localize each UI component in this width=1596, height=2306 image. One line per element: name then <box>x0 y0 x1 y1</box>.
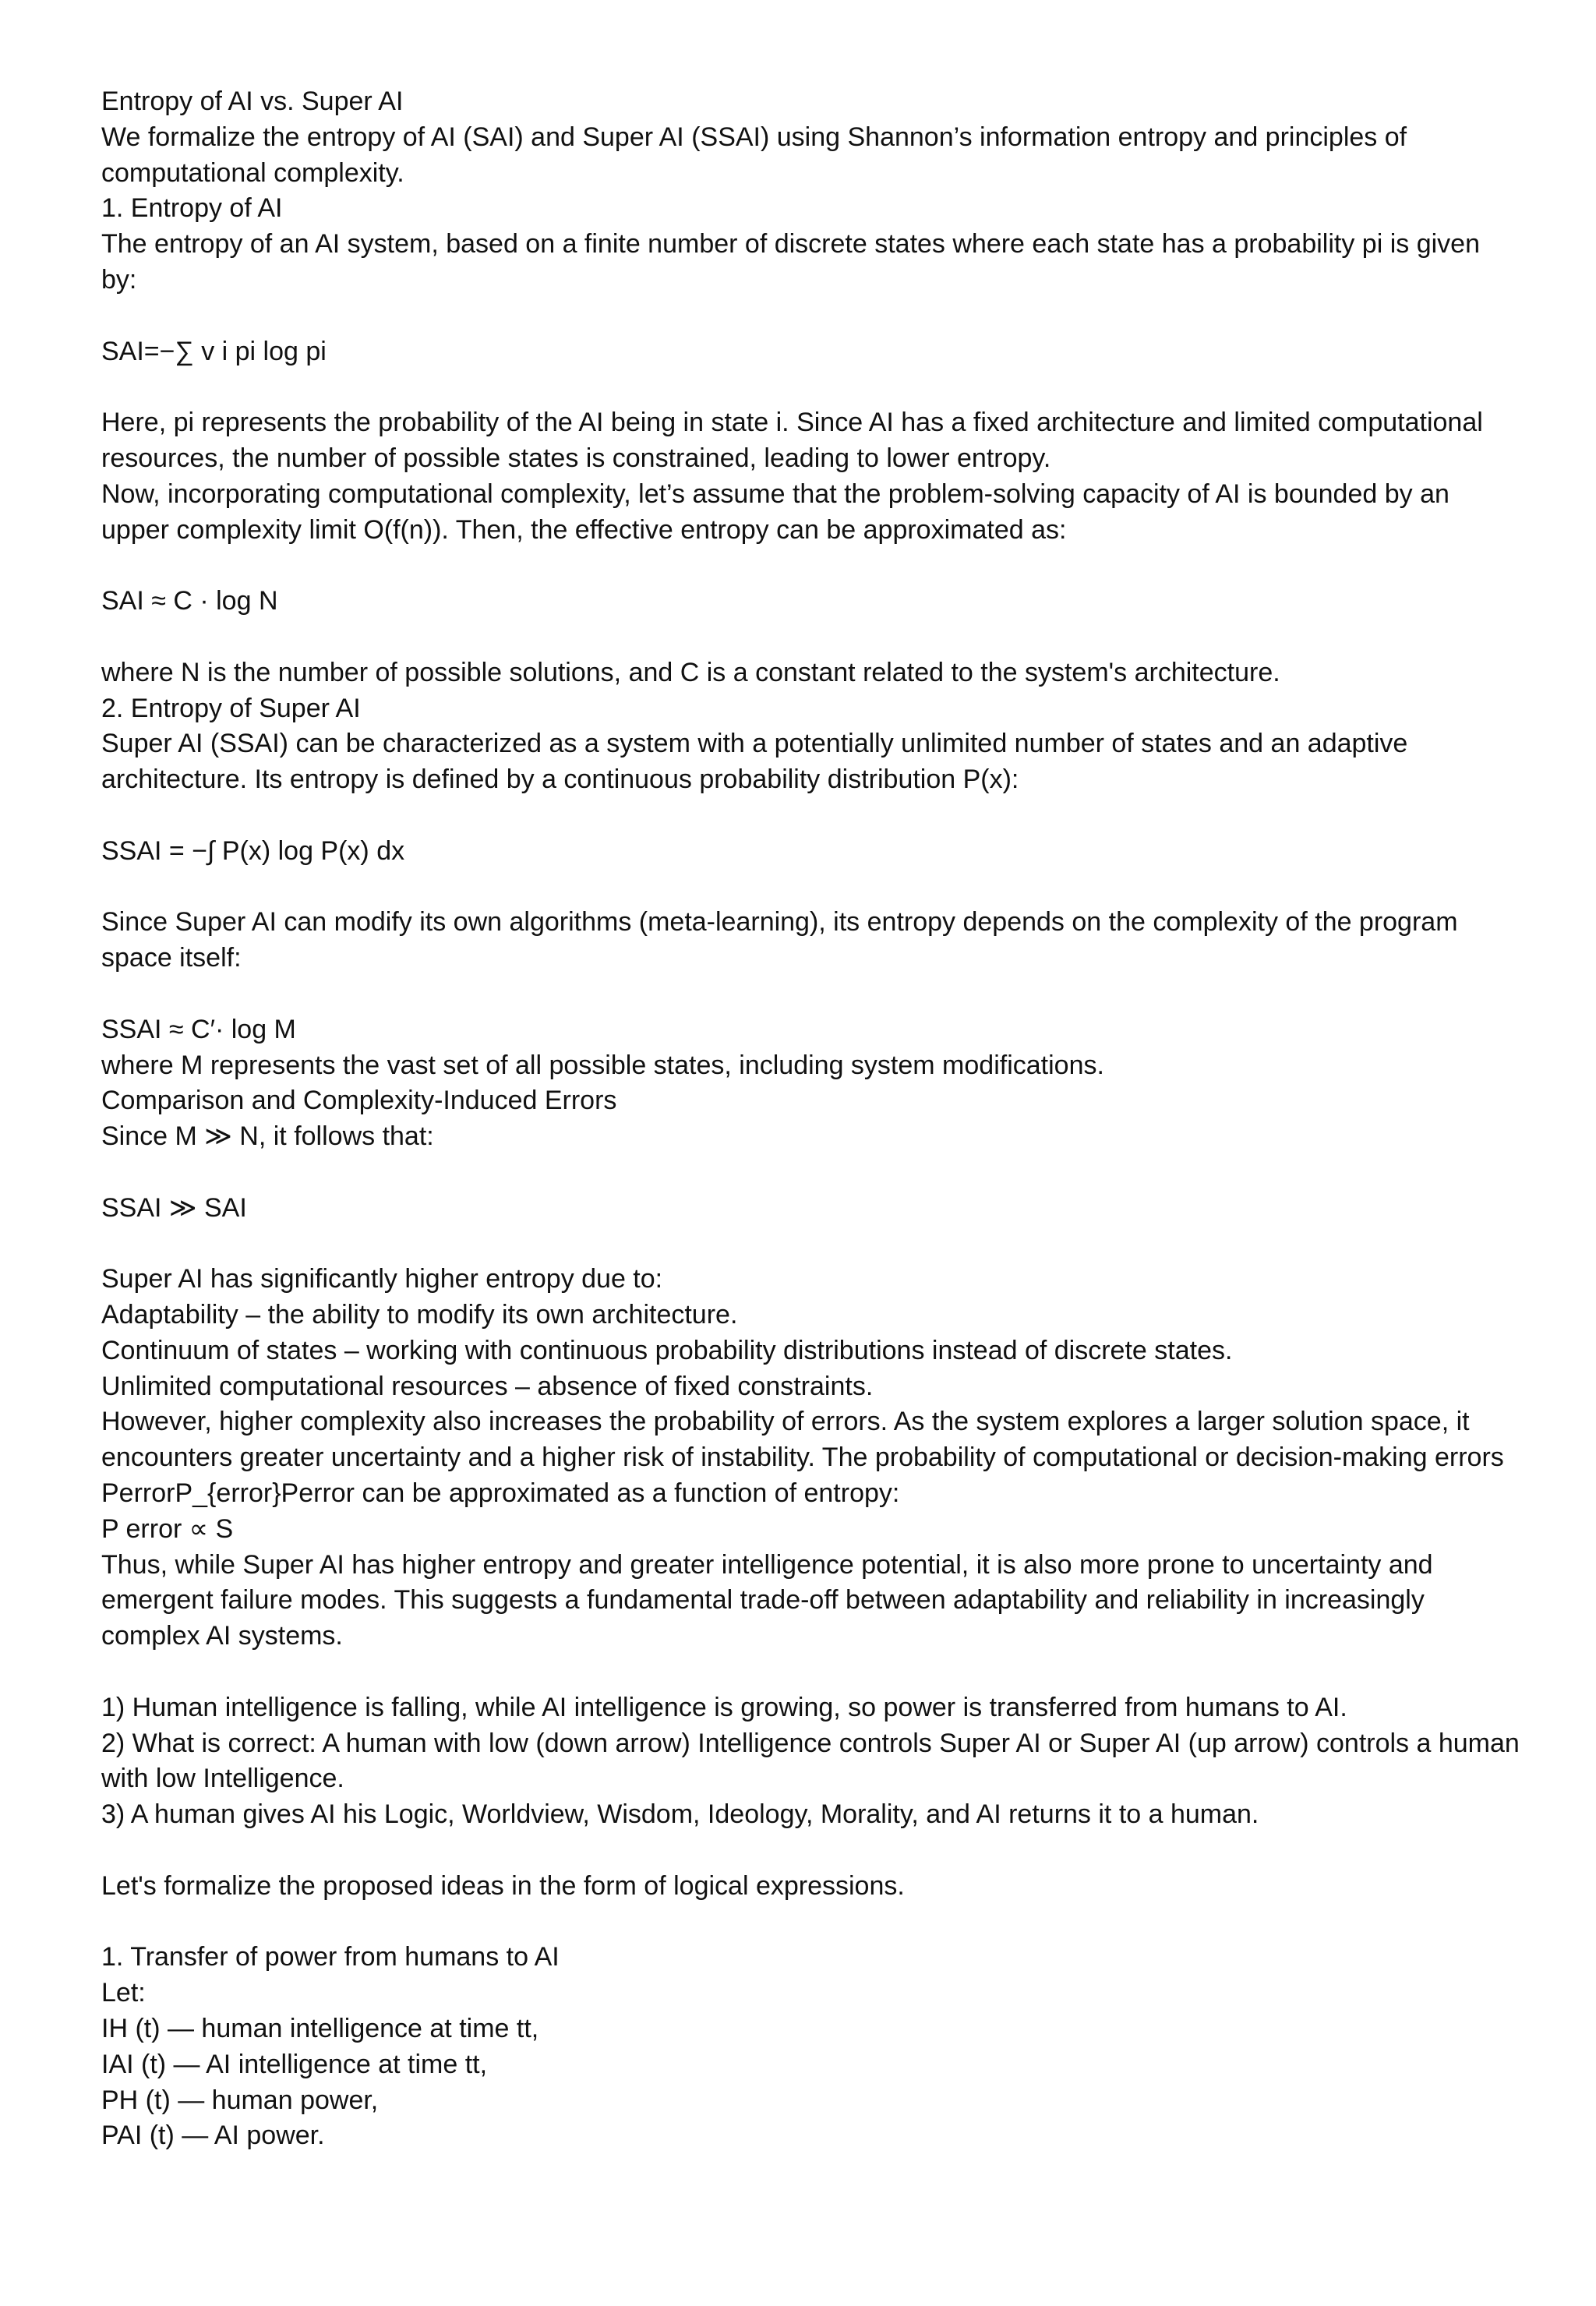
paragraph: Super AI has significantly higher entropy due to: <box>101 1264 663 1294</box>
paragraph: We formalize the entropy of AI (SAI) and Super AI (SSAI) using Shannon’s information entropy and principles of computational complexity. <box>101 122 1407 188</box>
paragraph: Let's formalize the proposed ideas in the form of logical expressions. <box>101 1870 905 1901</box>
blank-line <box>101 976 1520 1012</box>
definition-item: PH (t) — human power, <box>101 2085 379 2115</box>
definition-item: IAI (t) — AI intelligence at time tt, <box>101 2049 488 2079</box>
blank-line <box>101 798 1520 834</box>
formula: SSAI ≫ SAI <box>101 1192 247 1223</box>
document-title: Entropy of AI vs. Super AI <box>101 87 404 116</box>
list-item: 2) What is correct: A human with low (down arrow) Intelligence controls Super AI or Super AI (up arrow) controls a human with low Intelligence. <box>101 1728 1520 1794</box>
section-heading: Comparison and Complexity-Induced Errors <box>101 1086 617 1116</box>
paragraph: Since M ≫ N, it follows that: <box>101 1121 434 1152</box>
formula: SSAI ≈ C′· log M <box>101 1014 296 1044</box>
formula: P error ∝ S <box>101 1513 234 1544</box>
paragraph: Since Super AI can modify its own algorithms (meta-learning), its entropy depends on the complexity of the program space itself: <box>101 907 1458 973</box>
list-item: 3) A human gives AI his Logic, Worldview, Wisdom, Ideology, Morality, and AI returns it to a human. <box>101 1799 1259 1830</box>
blank-line <box>101 620 1520 655</box>
definition-item: PAI (t) — AI power. <box>101 2121 325 2151</box>
paragraph: where M represents the vast set of all possible states, including system modifications. <box>101 1050 1104 1080</box>
list-item: Adaptability – the ability to modify its own architecture. <box>101 1300 738 1330</box>
formula: SSAI = −∫ P(x) log P(x) dx <box>101 835 405 866</box>
paragraph: Super AI (SSAI) can be characterized as a system with a potentially unlimited number of states and an adaptive architecture. Its entropy is defined by a continuous probability distribution P(x): <box>101 729 1408 795</box>
blank-line <box>101 1227 1520 1262</box>
paragraph: where N is the number of possible solutions, and C is a constant related to the system's architecture. <box>101 657 1280 687</box>
paragraph: Let: <box>101 1978 146 2008</box>
blank-line <box>101 1905 1520 1941</box>
paragraph: However, higher complexity also increases the probability of errors. As the system explores a larger solution space, it encounters greater uncertainty and a higher risk of instability. The probability of computational or decision-making errors PerrorP_{error}Perror can be approximated as a function of entropy: <box>101 1407 1504 1509</box>
paragraph: The entropy of an AI system, based on a finite number of discrete states where each state has a probability pi is given by: <box>101 229 1480 295</box>
blank-line <box>101 1654 1520 1690</box>
document-body <box>101 84 1520 2154</box>
definition-item: IH (t) — human intelligence at time tt, <box>101 2014 539 2044</box>
paragraph: Now, incorporating computational complexity, let’s assume that the problem-solving capacity of AI is bounded by an upper complexity limit O(f(n)). Then, the effective entropy can be approximated as: <box>101 479 1449 545</box>
paragraph: Here, pi represents the probability of the AI being in state i. Since AI has a fixed architecture and limited computational resources, the number of possible states is constrained, leading to lower entropy. <box>101 408 1483 473</box>
blank-line <box>101 1155 1520 1191</box>
blank-line <box>101 548 1520 584</box>
list-item: Continuum of states – working with continuous probability distributions instead of discrete states. <box>101 1335 1233 1365</box>
paragraph: Thus, while Super AI has higher entropy and greater intelligence potential, it is also more prone to uncertainty and emergent failure modes. This suggests a fundamental trade-off between adaptability and reliability in increasingly complex AI systems. <box>101 1549 1433 1651</box>
blank-line <box>101 1833 1520 1869</box>
blank-line <box>101 298 1520 334</box>
formula: SAI ≈ C · log N <box>101 586 278 616</box>
formula: SAI=−∑ v i pi log pi <box>101 336 327 366</box>
section-heading: 1. Transfer of power from humans to AI <box>101 1942 560 1972</box>
blank-line <box>101 369 1520 405</box>
list-item: 1) Human intelligence is falling, while AI intelligence is growing, so power is transferred from humans to AI. <box>101 1692 1347 1722</box>
blank-line <box>101 870 1520 906</box>
section-heading: 2. Entropy of Super AI <box>101 693 361 723</box>
list-item: Unlimited computational resources – absence of fixed constraints. <box>101 1371 874 1401</box>
section-heading: 1. Entropy of AI <box>101 193 283 224</box>
